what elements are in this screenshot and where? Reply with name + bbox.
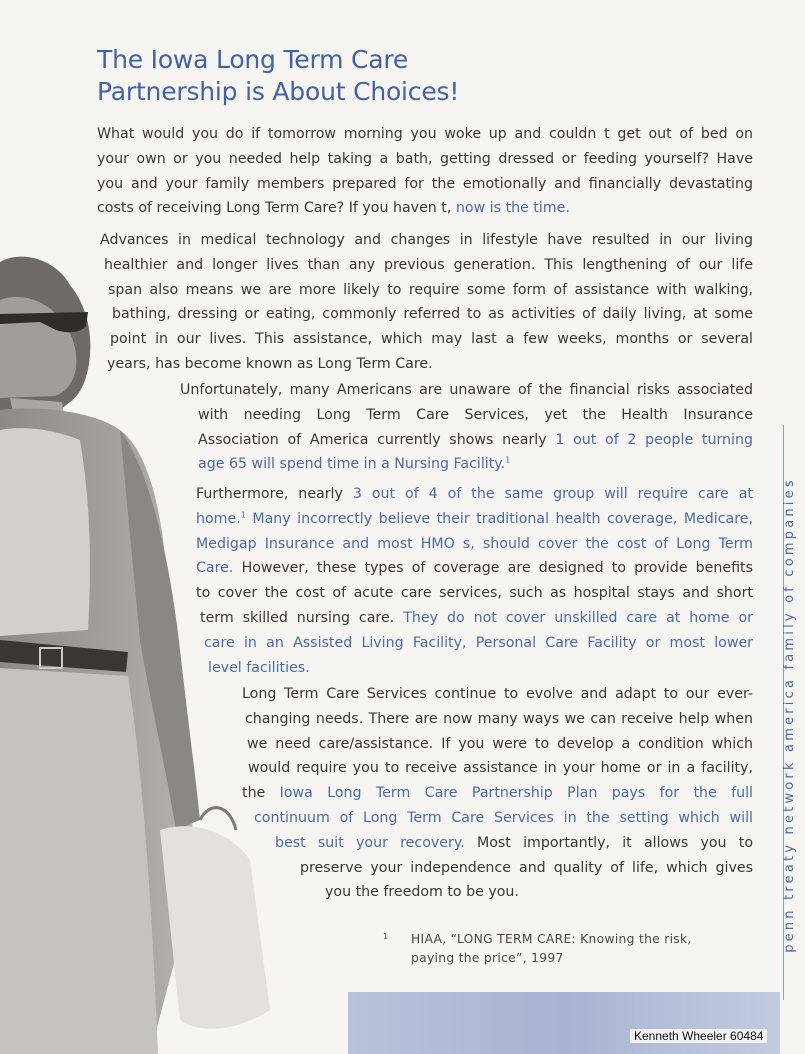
text-line: we need care/assistance. If you were to develop a condition which xyxy=(247,735,753,752)
text-segment: the xyxy=(242,785,266,802)
text-line: your own or you needed help taking a bath, getting dressed or feeding yourself? Have xyxy=(97,150,753,167)
text-line: with needing Long Term Care Services, yet the Health Insurance xyxy=(198,406,753,423)
paragraph-intro xyxy=(97,122,753,221)
highlight-text: 3 out of 4 of the same group will require care at xyxy=(352,486,754,502)
text-line xyxy=(97,196,753,221)
text-segment: However, these types of coverage are designed to provide benefits xyxy=(241,560,753,577)
footnote-line: paying the price”, 1997 xyxy=(411,951,564,965)
text-line: you and your family members prepared for the emotionally and financially devastating xyxy=(97,175,753,192)
title-line-2: Partnership is About Choices! xyxy=(97,77,460,106)
text-line: would require you to receive assistance in your home or in a facility, xyxy=(248,760,753,777)
title-line-1: The Iowa Long Term Care xyxy=(97,45,409,74)
highlight-text: continuum of Long Term Care Services in the setting which will xyxy=(254,809,753,826)
text-segment: term skilled nursing care. xyxy=(200,609,395,626)
highlight-text: They do not cover unskilled care at home or xyxy=(403,609,754,626)
sidebar-company-text: penn treaty network america family of companies xyxy=(782,477,797,953)
highlight-text: 1 out of 2 people turning xyxy=(555,431,753,448)
text-line xyxy=(242,781,753,806)
text-segment: costs of receiving Long Term Care? If you haven t, xyxy=(97,200,452,217)
text-line xyxy=(196,482,753,507)
text-line: you the freedom to be you. xyxy=(325,884,519,901)
text-line: Unfortunately, many Americans are unaware of the financial risks associated xyxy=(180,382,753,398)
text-line: Long Term Care Services continue to evolve and adapt to our ever- xyxy=(242,686,753,702)
text-line: years, has become known as Long Term Care. xyxy=(107,355,433,372)
text-line: changing needs. There are now many ways we can receive help when xyxy=(245,710,753,727)
highlight-text: Care. xyxy=(196,560,234,577)
paragraph-advances xyxy=(100,228,753,377)
text-line xyxy=(275,831,753,856)
decorative-band xyxy=(348,992,780,1054)
paragraph-services xyxy=(242,682,753,905)
paragraph-furthermore xyxy=(196,482,753,680)
highlight-text: Iowa Long Term Care Partnership Plan pays for the full xyxy=(279,785,753,802)
text-line xyxy=(200,606,753,631)
text-line: What would you do if tomorrow morning you woke up and couldn t get out of bed on xyxy=(97,126,753,142)
text-line: bathing, dressing or eating, commonly referred to as activities of daily living, at some xyxy=(112,306,753,323)
highlight-text: Medigap Insurance and most HMO s, should cover the cost of Long Term xyxy=(196,535,753,552)
highlight-text: now is the time. xyxy=(455,200,570,217)
text-segment: age 65 will spend time in a Nursing Facility. xyxy=(198,456,506,473)
text-segment: Furthermore, nearly xyxy=(196,486,343,502)
text-line xyxy=(198,428,753,453)
text-segment: Association of America currently shows nearly xyxy=(198,431,547,448)
footnote-text xyxy=(411,930,692,968)
highlight-text: level facilities. xyxy=(208,659,310,676)
text-line xyxy=(196,507,753,532)
footnote-line: HIAA, “LONG TERM CARE: Knowing the risk, xyxy=(411,932,692,946)
text-line: to cover the cost of acute care services, such as hospital stays and short xyxy=(196,585,753,602)
text-line: preserve your independence and quality of life, which gives xyxy=(300,859,753,876)
paragraph-unfortunately xyxy=(180,378,753,477)
highlight-text xyxy=(198,452,753,477)
page-title xyxy=(97,44,459,108)
text-line: point in our lives. This assistance, which may last a few weeks, months or several xyxy=(110,331,753,348)
highlight-text: best suit your recovery. xyxy=(275,834,465,851)
footnote-ref: 1 xyxy=(505,455,511,465)
text-line xyxy=(196,556,753,581)
text-line: span also means we are more likely to require some form of assistance with walking, xyxy=(108,281,753,298)
text-line: Advances in medical technology and changes in lifestyle have resulted in our living xyxy=(100,232,753,248)
text-line: healthier and longer lives than any previous generation. This lengthening of our life xyxy=(104,256,753,273)
footnote-mark: 1 xyxy=(383,932,389,941)
footnote-ref: 1 xyxy=(240,510,246,520)
text-segment: Most importantly, it allows you to xyxy=(476,834,753,851)
highlight-text: care in an Assisted Living Facility, Personal Care Facility or most lower xyxy=(204,634,753,651)
highlight-text: Many incorrectly believe their traditional health coverage, Medicare, xyxy=(252,510,753,527)
highlight-text: home. xyxy=(196,510,241,527)
document-stamp: Kenneth Wheeler 60484 xyxy=(630,1029,767,1043)
